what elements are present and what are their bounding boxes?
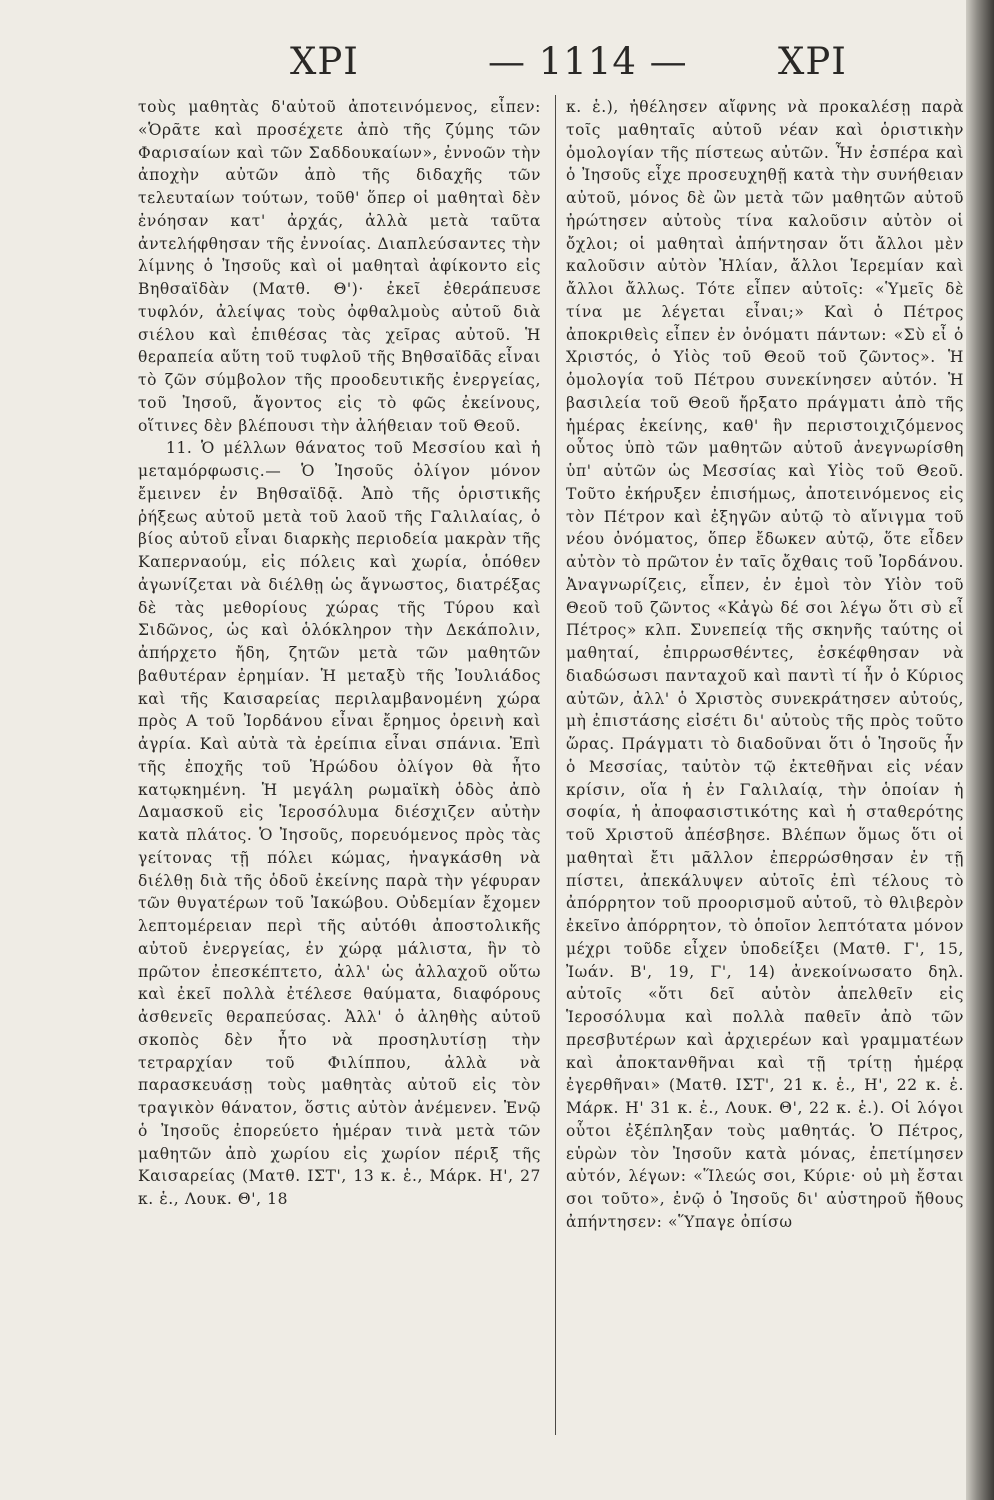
right-paragraph-1: κ. ἑ.), ἠθέλησεν αἴφνης νὰ προκαλέσῃ παρὰ τοῖς μαθηταῖς αὐτοῦ νέαν καὶ ὁριστικὴν ὁμολογίαν τῆς πίστεως αὐτῶν. Ἦν ἑσπέρα καὶ ὁ Ἰησοῦς εἶχε προσευχηθῇ κατὰ τὴν συνήθειαν αὐτοῦ, μόνος δὲ ὢν μετὰ τῶν μαθητῶν αὐτοῦ ἠρώτησεν αὐτοὺς τίνα καλοῦσιν αὐτὸν οἱ ὄχλοι; οἱ μαθηταὶ ἀπήντησαν ὅτι ἄλλοι μὲν καλοῦσιν αὐτὸν Ἠλίαν, ἄλλοι Ἱερεμίαν καὶ ἄλλοι ἄλλως. Τότε εἶπεν αὐτοῖς: «Ὑμεῖς δὲ τίνα με λέγεται εἶναι;» Καὶ ὁ Πέτρος ἀποκριθεὶς εἶπεν ἐν ὀνόματι πάντων: «Σὺ εἶ ὁ Χριστός, ὁ Υἱὸς τοῦ Θεοῦ τοῦ ζῶντος». Ἡ ὁμολογία τοῦ Πέτρου συνεκίνησεν αὐτόν. Ἡ βασιλεία τοῦ Θεοῦ ἤρξατο πράγματι ἀπὸ τῆς ἡμέρας ἐκείνης, καθ' ἣν περιστοιχιζόμενος οὗτος ὑπὸ τῶν μαθητῶν αὐτοῦ ἀνεγνωρίσθη ὑπ' αὐτῶν ὡς Μεσσίας καὶ Υἱὸς τοῦ Θεοῦ. Τοῦτο ἐκήρυξεν ἐπισήμως, ἀποτεινόμενος εἰς τὸν Πέτρον καὶ ἐξηγῶν αὐτῷ τὸ αἴνιγμα τοῦ νέου ὀνόματος, ὅπερ ἔδωκεν αὐτῷ, ὅτε εἶδεν αὐτὸν τὸ πρῶτον ἐν ταῖς ὄχθαις τοῦ Ἰορδάνου. Ἀναγνωρίζεις, εἶπεν, ἐν ἐμοὶ τὸν Υἱὸν τοῦ Θεοῦ τοῦ ζῶντος «Κἀγὼ δέ σοι λέγω ὅτι σὺ εἶ Πέτρος» κλπ. Συνεπείᾳ τῆς σκηνῆς ταύτης οἱ μαθηταί, ἐπιρρωσθέντες, ἐσκέφθησαν νὰ διαδώσωσι πανταχοῦ καὶ παντὶ τί ἦν ὁ Κύριος αὐτῶν, ἀλλ' ὁ Χριστὸς συνεκράτησεν αὐτούς, μὴ ἐπιστάσης εἰσέτι δι' αὐτοὺς τῆς πρὸς τοῦτο ὥρας. Πράγματι τὸ διαδοῦναι ὅτι ὁ Ἰησοῦς ἦν ὁ Μεσσίας, ταὐτὸν τῷ ἐκτεθῆναι εἰς νέαν κρίσιν, οἵα ἡ ἐν Γαλιλαίᾳ, τὴν ὁποίαν ἡ σοφία, ἡ ἀποφασιστικότης καὶ ἡ σταθερότης τοῦ Χριστοῦ ἀπέσβησε. Βλέπων ὅμως ὅτι οἱ μαθηταὶ ἔτι μᾶλλον ἐπερρώσθησαν ἐν τῇ πίστει, ἀπεκάλυψεν αὐτοῖς ἐπὶ τέλους τὸ ἀπόρρητον τοῦ προορισμοῦ αὐτοῦ, τὸ θλιβερὸν ἐκεῖνο ἀπόρρητον, τὸ ὁποῖον λεπτότατα μόνον μέχρι τοῦδε εἶχεν ὑποδείξει (Ματθ. Γ', 15, Ἰωάν. Β', 19, Γ', 14) ἀνεκοίνωσατο δηλ. αὐτοῖς «ὅτι δεῖ αὐτὸν ἀπελθεῖν εἰς Ἱεροσόλυμα καὶ πολλὰ παθεῖν ἀπὸ τῶν πρεσβυτέρων καὶ ἀρχιερέων καὶ γραμματέων καὶ ἀποκτανθῆναι καὶ τῇ τρίτῃ ἡμέρᾳ ἐγερθῆναι» (Ματθ. ΙΣΤ', 21 κ. ἑ., Η', 22 κ. ἑ. Μάρκ. Η' 31 κ. ἑ., Λουκ. Θ', 22 κ. ἑ.). Οἱ λόγοι οὗτοι ἐξέπληξαν τοὺς μαθητάς. Ὁ Πέτρος, εὑρὼν τὸν Ἰησοῦν κατὰ μόνας, ἐπετίμησεν αὐτόν, λέγων: «Ἵλεώς σοι, Κύριε· οὐ μὴ ἔσται σοι τοῦτο», ἐνῷ ὁ Ἰησοῦς δι' αὐστηροῦ ἤθους ἀπήντησεν: «Ὕπαγε ὀπίσω (566, 98, 964, 1231)
right-text-column (566, 96, 964, 1234)
header-left-running-title: ΧΡΙ (290, 40, 359, 83)
left-text-column (138, 96, 541, 1211)
page-header (0, 40, 994, 90)
left-paragraph-2: 11. Ὁ μέλλων θάνατος τοῦ Μεσσίου καὶ ἡ μεταμόρφωσις.— Ὁ Ἰησοῦς ὀλίγον μόνον ἔμεινεν ἐν Βηθσαϊδᾷ. Ἀπὸ τῆς ὁριστικῆς ῥήξεως αὐτοῦ μετὰ τοῦ λαοῦ τῆς Γαλιλαίας, ὁ βίος αὐτοῦ εἶναι διαρκὴς περιοδεία μακρὰν τῆς Καπερναούμ, εἰς πόλεις καὶ χωρία, ὁπόθεν ἀγωνίζεται νὰ διέλθῃ ὡς ἄγνωστος, διατρέξας δὲ τὰς μεθορίους χώρας τῆς Τύρου καὶ Σιδῶνος, ὡς καὶ ὁλόκληρον τὴν Δεκάπολιν, ἀπήρχετο ἤδη, ζητῶν μετὰ τῶν μαθητῶν βαθυτέραν ἐρημίαν. Ἡ μεταξὺ τῆς Ἰουλιάδος καὶ τῆς Καισαρείας περιλαμβανομένη χώρα πρὸς Α τοῦ Ἰορδάνου εἶναι ἔρημος ὀρεινὴ καὶ ἀγρία. Καὶ αὐτὰ τὰ ἐρείπια εἶναι σπάνια. Ἐπὶ τῆς ἐποχῆς τοῦ Ἡρώδου ὀλίγον θὰ ἦτο κατῳκημένη. Ἡ μεγάλη ρωμαϊκὴ ὁδὸς ἀπὸ Δαμασκοῦ εἰς Ἱεροσόλυμα διέσχιζεν αὐτὴν κατὰ πλάτος. Ὁ Ἰησοῦς, πορευόμενος πρὸς τὰς γείτονας τῇ πόλει κώμας, ἠναγκάσθη νὰ διέλθῃ διὰ τῆς ὁδοῦ ἐκείνης παρὰ τὴν γέφυραν τῶν θυγατέρων τοῦ Ἰακώβου. Οὐδεμίαν ἔχομεν λεπτομέρειαν περὶ τῆς αὐτόθι ἀποστολικῆς αὐτοῦ ἐνεργείας, ἐν χώρᾳ μάλιστα, ἣν τὸ πρῶτον ἐπεσκέπτετο, ἀλλ' ὡς ἀλλαχοῦ οὕτω καὶ ἐκεῖ πολλὰ ἐτέλεσε θαύματα, διαφόρους ἀσθενεῖς θεραπεύσας. Ἀλλ' ὁ ἀληθὴς αὐτοῦ σκοπὸς δὲν ἦτο νὰ προσηλυτίσῃ τὴν τετραρχίαν τοῦ Φιλίππου, ἀλλὰ νὰ παρασκευάσῃ τοὺς μαθητὰς αὐτοῦ εἰς τὸν τραγικὸν θάνατον, ὅστις αὐτὸν ἀνέμενεν. Ἐνῷ ὁ Ἰησοῦς ἐπορεύετο ἡμέραν τινὰ μετὰ τῶν μαθητῶν ἀπὸ χωρίου εἰς χωρίον πέριξ τῆς Καισαρείας (Ματθ. ΙΣΤ', 13 κ. ἑ., Μάρκ. Η', 27 κ. ἑ., Λουκ. Θ', 18 (138, 439, 541, 1208)
page-number: — 1114 — (488, 40, 688, 83)
header-right-running-title: ΧΡΙ (778, 40, 847, 83)
book-spine-edge (966, 0, 994, 1500)
left-paragraph-1: τοὺς μαθητὰς δ'αὐτοῦ ἀποτεινόμενος, εἶπεν: «Ὁρᾶτε καὶ προσέχετε ἀπὸ τῆς ζύμης τῶν Φαρισαίων καὶ τῶν Σαδδουκαίων», ἐννοῶν τὴν ἀποχὴν αὐτῶν ἀπὸ τῆς διδαχῆς τῶν τελευταίων τούτων, τοῦθ' ὅπερ οἱ μαθηταὶ δὲν ἐνόησαν κατ' ἀρχάς, ἀλλὰ μετὰ ταῦτα ἀντελήφθησαν τῆς ἐννοίας. Διαπλεύσαντες τὴν λίμνης ὁ Ἰησοῦς καὶ οἱ μαθηταὶ ἀφίκοντο εἰς Βηθσαϊδὰν (Ματθ. Θ')· ἐκεῖ ἐθεράπευσε τυφλόν, ἀλείψας τοὺς ὀφθαλμοὺς αὐτοῦ διὰ σιέλου καὶ ἐπιθέσας τὰς χεῖρας αὐτοῦ. Ἡ θεραπεία αὕτη τοῦ τυφλοῦ τῆς Βηθσαϊδᾶς εἶναι τὸ ζῶν σύμβολον τῆς προοδευτικῆς ἐνεργείας, τοῦ Ἰησοῦ, ἄγοντος εἰς τὸ φῶς ἐκείνους, οἵτινες δὲν βλέπουσι τὴν ἀλήθειαν τοῦ Θεοῦ. (138, 98, 541, 435)
column-divider (555, 95, 556, 1435)
